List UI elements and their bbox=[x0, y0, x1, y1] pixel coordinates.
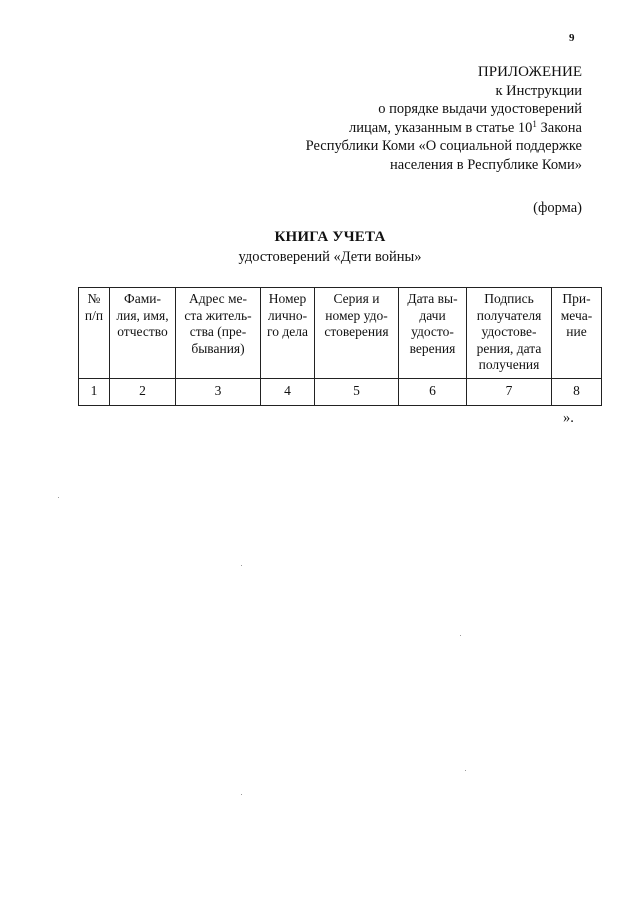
column-header-line: стоверения bbox=[324, 324, 389, 339]
column-header bbox=[176, 288, 261, 379]
column-header-line: получателя bbox=[476, 307, 542, 323]
column-header-line: При- bbox=[562, 291, 591, 306]
column-header bbox=[315, 288, 399, 379]
column-header-line: получения bbox=[478, 357, 540, 372]
column-number: 3 bbox=[176, 378, 261, 405]
column-header bbox=[467, 288, 552, 379]
document-title: КНИГА УЧЕТА bbox=[274, 229, 386, 245]
document-subtitle: удостоверений «Дети войны» bbox=[238, 249, 422, 265]
page-number: 9 bbox=[569, 32, 575, 44]
column-header-line: отчество bbox=[117, 324, 168, 339]
superscript: 1 bbox=[532, 118, 537, 129]
column-header-line: номер удо- bbox=[325, 307, 388, 323]
column-header-line: верения bbox=[409, 340, 456, 356]
column-header-line: Адрес ме- bbox=[188, 291, 248, 306]
scan-speck bbox=[241, 565, 242, 566]
appendix-line bbox=[252, 119, 582, 138]
scan-speck bbox=[460, 635, 461, 636]
column-header-line: меча- bbox=[560, 307, 593, 323]
column-header-line: лично- bbox=[267, 307, 308, 323]
form-label: (форма) bbox=[533, 200, 582, 216]
appendix-text: Закона bbox=[536, 119, 582, 136]
column-header-line: Фами- bbox=[124, 291, 161, 306]
column-header bbox=[261, 288, 315, 379]
column-header bbox=[552, 288, 602, 379]
column-header-line: п/п bbox=[84, 307, 104, 323]
appendix-line: о порядке выдачи удостоверений bbox=[378, 101, 582, 118]
column-number: 6 bbox=[399, 378, 467, 405]
column-header-line: Дата вы- bbox=[407, 291, 458, 306]
column-header-line: удосто- bbox=[411, 324, 454, 339]
column-header-line: го дела bbox=[267, 324, 308, 339]
column-header-line: ства (пре- bbox=[189, 324, 247, 339]
column-number: 7 bbox=[467, 378, 552, 405]
appendix-line: населения в Республике Коми» bbox=[390, 156, 582, 173]
column-header bbox=[79, 288, 110, 379]
column-number: 2 bbox=[110, 378, 176, 405]
appendix-text: лицам, указанным в статье 10 bbox=[349, 119, 533, 136]
scan-speck bbox=[465, 770, 466, 771]
column-header-line: ние bbox=[566, 324, 587, 339]
column-number: 1 bbox=[79, 378, 110, 405]
table-header-row bbox=[79, 288, 602, 379]
appendix-heading: ПРИЛОЖЕНИЕ bbox=[477, 64, 582, 80]
column-header-line: дачи bbox=[419, 307, 446, 323]
column-number: 5 bbox=[315, 378, 399, 405]
record-book-table bbox=[78, 287, 602, 406]
table-number-row bbox=[79, 378, 602, 405]
column-number: 4 bbox=[261, 378, 315, 405]
scan-speck bbox=[58, 497, 59, 498]
column-header-line: Подпись bbox=[484, 291, 534, 306]
column-header-line: ста житель- bbox=[184, 307, 252, 323]
column-header-line: лия, имя, bbox=[116, 307, 169, 323]
column-header-line: удостове- bbox=[481, 324, 537, 339]
column-header bbox=[399, 288, 467, 379]
scan-speck bbox=[241, 794, 242, 795]
column-header-line: Серия и bbox=[333, 291, 380, 306]
column-header-line: № bbox=[87, 291, 101, 306]
column-header-line: рения, дата bbox=[476, 340, 542, 356]
appendix-line: к Инструкции bbox=[495, 82, 582, 99]
closing-quote: ». bbox=[563, 410, 574, 426]
column-header-line: Номер bbox=[268, 291, 307, 306]
appendix-block bbox=[252, 63, 582, 175]
column-number: 8 bbox=[552, 378, 602, 405]
column-header bbox=[110, 288, 176, 379]
column-header-line: бывания) bbox=[191, 340, 245, 356]
appendix-line: Республики Коми «О социальной поддержке bbox=[305, 138, 582, 155]
